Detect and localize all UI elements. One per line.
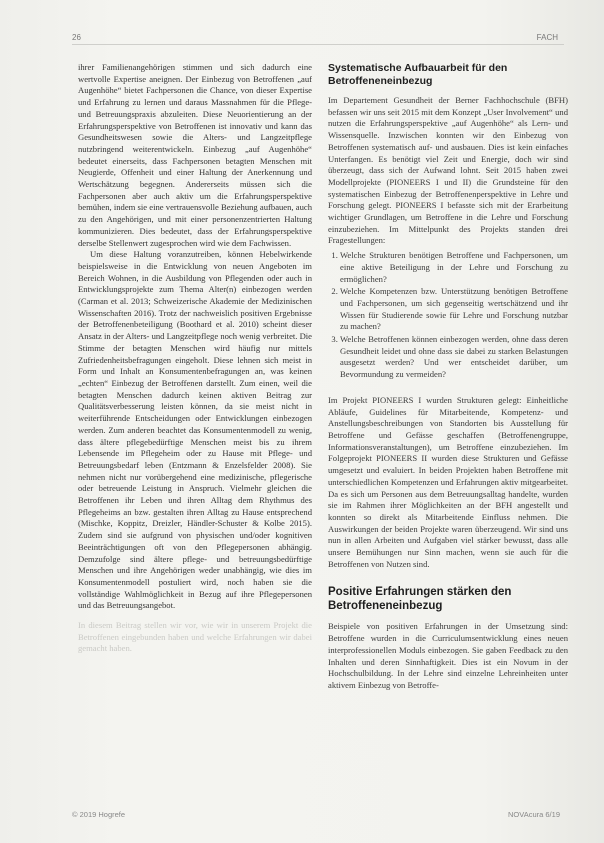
section-heading-1: Systematische Aufbauarbeit für den Betroffeneneinbezug <box>328 62 508 87</box>
left-paragraph-2: Um diese Haltung voranzutreiben, können Hebelwirkende beispielsweise in die Entwicklung von neuen Angeboten im Bereich Wohnen, in die Ausbildung von Pflegenden oder auch in Entwicklungsprojekte zum Thema Alter(n) einbezogen werden (Carman et al. 2013; Schweizerische Akademie der Medizinischen Wissenschaften 2016). Trotz der nachweislich positiven Ergebnisse der Betroffenenbeteiligung (Boothard et al. 2010) scheint dieser Ansatz in der Alters- und Langzeitpflege noch wenig verbreitet. Die Stimme der betagten Menschen wird häufig nur mittels Zufriedenheitsbefragungen eingeholt. Diese lehnen sich meist in Form und Inhalt an Konsumentenbefragungen an, was keinen „echten“ Einbezug der Betroffenen darstellt. Zum einen, weil die betagten Menschen dadurch keinen aktiven Beitrag zur Qualitätsverbesserung leisten können, da sie meist nicht in weiterführende Entscheidungen oder Entwicklungen einbezogen werden. Zum anderen beachtet das Konsumentenmodell zu wenig, dass ältere pflegebedürftige Menschen meist bis zu ihrem Lebensende im Pflegeheim oder zu Hause mit Pflege- und Betreuungsbedarf leben (Entzmann & Enzelsfelder 2008). Sie nehmen nicht nur vorübergehend eine medizinische, pflegerische oder betreuende Leistung in Anspruch. Vielmehr gleichen die Betroffenen ihr Leben und ihren Alltag dem Rhythmus des Pflegeheims an bzw. gestalten ihren Alltag zu Hause entsprechend (Mischke, Koppitz, Dreizler, Händler-Schuster & Kolbe 2015). Zudem sind sie aufgrund von physischen und/oder kognitiven Beeinträchtigungen oft von den Pflegepersonen abhängig. Demzufolge sind ältere pflege- und betreuungsbedürftige Menschen und ihre Angehörigen weder unabhängig, wie dies im Konsumentenmodell postuliert wird, noch haben sie die vollständige Wahlmöglichkeit in Bezug auf ihre Pflegepersonen und das Betreuungsangebot. <box>78 249 312 611</box>
section-label: FACH <box>536 33 558 42</box>
footer-copyright: © 2019 Hogrefe <box>72 810 126 819</box>
left-paragraph-1: ihrer Familienangehörigen stimmen und sich dadurch eine wertvolle Expertise aneignen. Der Einbezug von Betroffenen „auf Augenhöhe“ bietet Fachpersonen die Chance, von dieser Expertise und Erfahrung zu lernen und daraus Massnahmen für die Pflege- und Betreuungspraxis abzuleiten. Diese Neuorientierung an der Erfahrungsperspektive von Betroffenen ist innovativ und kann das Gesundheitswesen sowie die Alters- und Langzeitpflege nutzbringend weiterentwickeln. Einbezug „auf Augenhöhe“ bedeutet einerseits, dass Fachpersonen betagten Menschen mit Neugierde, Offenheit und einer Haltung der Anerkennung und Wertschätzung begegnen. Andererseits müssen sich die Fachpersonen aber auch aktiv um die Erfahrungsperspektive bemühen, indem sie eine vertrauensvolle Beziehung aufbauen, auch zu den Angehörigen, und mit einer personenzentrierten Haltung kommunizieren. Dies bedeutet, dass der Erfahrungsperspektive derselbe Stellenwert zugesprochen wird wie dem Fachwissen. <box>78 62 312 248</box>
footer-journal: NOVAcura 6/19 <box>508 810 560 819</box>
right-paragraph-2: Im Projekt PIONEERS I wurden Strukturen gelegt: Einheitliche Abläufe, Guidelines für Mitarbeitende, Kompetenz- und Anstellungsbeschreibungen von Standorten bis Ausstellung für Betroffene und Gefässe geschaffen (Betroffenengruppe, Informationsveranstaltungen), um Betroffene einzubeziehen. Im Folgeprojekt PIONEERS II wurden diese Strukturen und Gefässe umgesetzt und evaluiert. In beiden Projekten haben Betroffene mit unterschiedlichen Kompetenzen und Erfahrungen aktiv mitgearbeitet. Da es sich um Personen aus dem Betreuungsalltag handelte, wurden sie im Rahmen ihrer Möglichkeiten an der BFH angestellt und konnten so direkt als Mitarbeitende Einfluss nehmen. Die Auswirkungen der beiden Projekte waren überzeugend. Wir sind uns nun in allen Arbeiten und Aufgaben viel stärker bewusst, dass alle unsere Bemühungen nur Sinn machen, wenn sie auch für die Betroffenen von Nutzen sind. <box>328 394 568 569</box>
right-paragraph-3: Beispiele von positiven Erfahrungen in der Umsetzung sind: Betroffene wurden in die Curriculumsentwicklung eines neuen interprofessionellen Moduls einbezogen. Sie gaben Feedback zu den Inhalten und deren Sinnhaftigkeit. Dies ist ein Novum in der Hochschulbildung. In der Lehre sind einzelne Lehreinheiten unter aktivem Einbezug von Betroffe- <box>328 621 568 690</box>
left-column <box>78 62 312 655</box>
header-rule <box>72 44 564 45</box>
question-list <box>328 250 568 381</box>
question-item-1: 1. Welche Strukturen benötigen Betroffene und Fachpersonen, um eine aktive Beteiligung in der Lehre und Forschung zu ermöglichen? <box>340 250 568 285</box>
question-item-2: 2. Welche Kompetenzen bzw. Unterstützung benötigen Betroffene und Fachpersonen, um sich gegenseitig wertschätzend und ihr Wissen für Studierende sowie für Lehre und Forschung nutzbar zu machen? <box>340 286 568 333</box>
question-item-3: 3. Welche Betroffenen können einbezogen werden, ohne dass deren Gesundheit leidet und ohne dass sie dabei zu starken Belastungen ausgesetzt werden? Und wer entscheidet darüber, um Bevormundung zu vermeiden? <box>340 334 568 381</box>
right-column <box>328 62 568 692</box>
right-paragraph-1: Im Departement Gesundheit der Berner Fachhochschule (BFH) befassen wir uns seit 2015 mit dem Konzept „User Involvement“ und nutzen die Erfahrungsperspektive „auf Augenhöhe“ als Lern- und Wissensquelle. Inzwischen konnten wir den Einbezug von Betroffenen systematisch auf- und ausbauen. Dies ist kein einfaches Unterfangen. Es benötigt viel Zeit und Energie, doch wir sind überzeugt, dass sich der Aufwand lohnt. Seit 2015 haben zwei Modellprojekte (PIONEERS I und II) die Grundsteine für den systematischen Einbezug der Betroffenenperspektive in Lehre und Forschung gelegt. PIONEERS I befasste sich mit der Erarbeitung wichtiger Grundlagen, um Betroffene in die Lehre und Forschung einzubeziehen. Im Mittelpunkt des Projekts standen drei Fragestellungen: <box>328 95 568 246</box>
faded-paragraph: In diesem Beitrag stellen wir vor, wie wir in unserem Projekt die Betroffenen eingebunden haben und welche Erfahrungen wir dabei gemacht haben. <box>78 620 312 654</box>
section-heading-2: Positive Erfahrungen stärken den Betroffeneneinbezug <box>328 586 512 612</box>
page-number: 26 <box>72 33 81 42</box>
